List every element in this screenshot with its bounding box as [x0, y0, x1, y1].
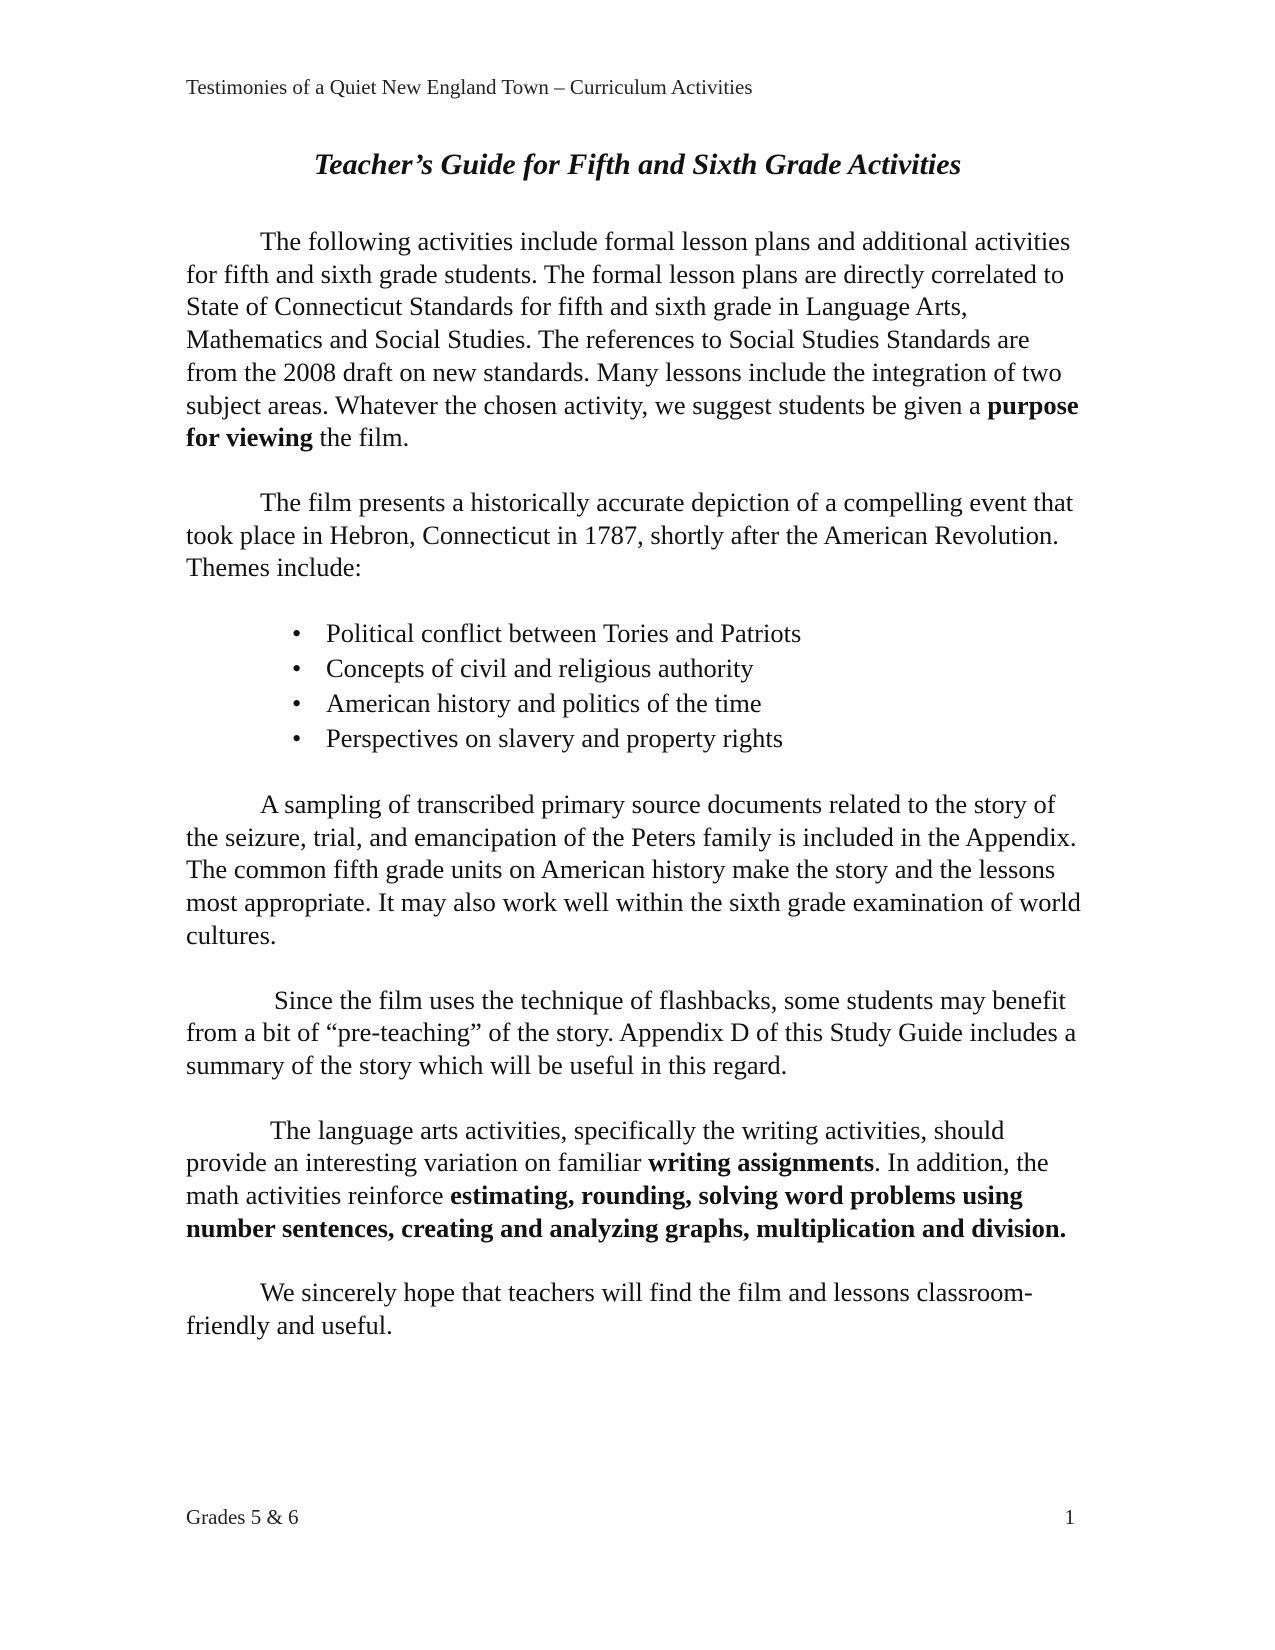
theme-text: Political conflict between Tories and Patriots — [326, 618, 802, 649]
paragraph-primary-sources: A sampling of transcribed primary source documents related to the story of the seizure, trial, and emancipation of the Peters family is included in the Appendix. The common fifth grade units on American history make the story and the lessons most appropriate. It may also work well within the sixth grade examination of world cultures. — [186, 789, 1081, 950]
bullet-icon: • — [292, 688, 302, 719]
paragraph-activities-text: The language arts activities, specifically the writing activities, should provide an interesting variation on familiar — [186, 1114, 1005, 1178]
bullet-icon: • — [292, 618, 302, 649]
theme-item — [292, 721, 1086, 756]
theme-item — [292, 616, 1086, 651]
paragraph-intro-text: The following activities include formal lesson plans and additional activities for fifth and sixth grade students. The formal lesson plans are directly correlated to State of Connecticut Standards for fifth and sixth grade in Language Arts, Mathematics and Social Studies. The references to Social Studies Standards are from the 2008 draft on new standards. Many lessons include the integration of two subject areas. Whatever the chosen activity, we suggest students be given a — [186, 226, 1071, 420]
theme-item — [292, 686, 1086, 721]
bullet-icon: • — [292, 723, 302, 754]
paragraph-closing: We sincerely hope that teachers will find the film and lessons classroom-friendly and useful. — [186, 1277, 1033, 1341]
theme-text: American history and politics of the time — [326, 688, 762, 719]
purpose-for-viewing-emphasis: purpose for viewing — [186, 389, 1079, 453]
running-header: Testimonies of a Quiet New England Town – Curriculum Activities — [186, 75, 753, 99]
math-skills-emphasis: estimating, rounding, solving word problems using number sentences, creating and analyzing graphs, multiplication and division. — [186, 1180, 1067, 1243]
paragraph-film-description: The film presents a historically accurate depiction of a compelling event that took place in Hebron, Connecticut in 1787, shortly after the American Revolution. Themes include: — [186, 486, 1074, 583]
page-number: 1 — [1064, 1505, 1075, 1529]
paragraph-pre-teaching: Since the film uses the technique of flashbacks, some students may benefit from a bit of “pre-teaching” of the story. Appendix D of this Study Guide includes a summary of the story which will be useful in this regard. — [186, 984, 1077, 1080]
footer-grade-label: Grades 5 & 6 — [186, 1505, 299, 1529]
paragraph-intro — [186, 225, 1086, 454]
theme-text: Perspectives on slavery and property rights — [326, 723, 784, 754]
paragraph-activities — [186, 1114, 1086, 1245]
paragraph-activities-middle: . In addition, the math activities reinforce — [186, 1147, 1049, 1211]
theme-text: Concepts of civil and religious authority — [326, 653, 754, 684]
paragraph-intro-end: the film. — [312, 422, 410, 453]
page-title: Teacher’s Guide for Fifth and Sixth Grade Activities — [313, 148, 962, 181]
document-body — [186, 225, 1086, 1374]
bullet-icon: • — [292, 653, 302, 684]
writing-assignments-emphasis: writing assignments — [648, 1147, 875, 1178]
theme-item — [292, 651, 1086, 686]
themes-list — [186, 616, 1086, 756]
